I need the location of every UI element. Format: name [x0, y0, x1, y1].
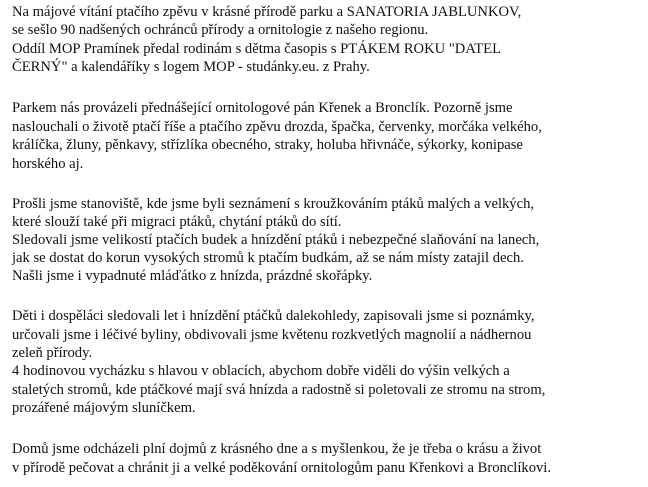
paragraph-3-line-3: Sledovali jsme velikostí ptačích budek a hnízdění ptáků i nebezpečné slaňování na lanech,: [12, 232, 540, 248]
paragraph-2-line-1: Parkem nás provázeli přednášející ornitologové pán Křenek a Bronclík. Pozorně jsme: [12, 100, 513, 116]
paragraph-3-line-1: Prošli jsme stanoviště, kde jsme byli seznámení s kroužkováním ptáků malých a velkých,: [12, 196, 535, 212]
paragraph-3-line-2: které slouží také při migraci ptáků, chytání ptáků do sítí.: [12, 214, 342, 230]
paragraph-4-line-5: staletých stromů, kde ptáčkové mají svá hnízda a radostně si poletovali ze stromu na strom,: [12, 382, 546, 398]
paragraph-3-line-4: jak se dostat do korun vysokých stromů k ptačím budkám, až se nám místy zatajil dech.: [12, 250, 524, 266]
paragraph-1-line-2: se sešlo 90 nadšených ochránců přírody a ornitologie z našeho regionu.: [12, 22, 429, 38]
paragraph-2-line-3: králíčka, žluny, pěnkavy, střízlíka obecného, straky, holuba hřivnáče, sýkorky, konipase: [12, 137, 523, 153]
paragraph-1-line-4: ČERNÝ" a kalendáříky s logem MOP - studánky.eu. z Prahy.: [12, 59, 370, 75]
paragraph-4-line-2: určovali jsme i léčivé byliny, obdivovali jsme květenu rozkvetlých magnolií a nádhernou: [12, 327, 532, 343]
paragraph-4-line-3: zeleň přírody.: [12, 345, 93, 361]
paragraph-2-line-2: naslouchali o životě ptačí říše a ptačího zpěvu drozda, špačka, červenky, morčáka velkého,: [12, 119, 542, 135]
paragraph-1-line-3: Oddíl MOP Pramínek předal rodinám s dětma časopis s PTÁKEM ROKU "DATEL: [12, 41, 501, 57]
paragraph-4-line-4: 4 hodinovou vycházku s hlavou v oblacích, abychom dobře viděli do výšin velkých a: [12, 363, 510, 379]
paragraph-5-line-2: v přírodě pečovat a chránit ji a velké poděkování ornitologům panu Křenkovi a Bronclíkovi.: [12, 460, 552, 476]
paragraph-2-line-4: horského aj.: [12, 156, 84, 172]
paragraph-4-line-1: Děti i dospěláci sledovali let i hnízdění ptáčků dalekohledy, zapisovali jsme si poznámky,: [12, 308, 535, 324]
paragraph-4-line-6: prozářené májovým sluníčkem.: [12, 400, 196, 416]
paragraph-5-line-1: Domů jsme odcházeli plní dojmů z krásného dne a s myšlenkou, že je třeba o krásu a život: [12, 441, 542, 457]
paragraph-1-line-1: Na májové vítání ptačího zpěvu v krásné přírodě parku a SANATORIA JABLUNKOV,: [12, 4, 522, 20]
paragraph-3-line-5: Našli jsme i vypadnuté mláďátko z hnízda, prázdné skořápky.: [12, 268, 373, 284]
